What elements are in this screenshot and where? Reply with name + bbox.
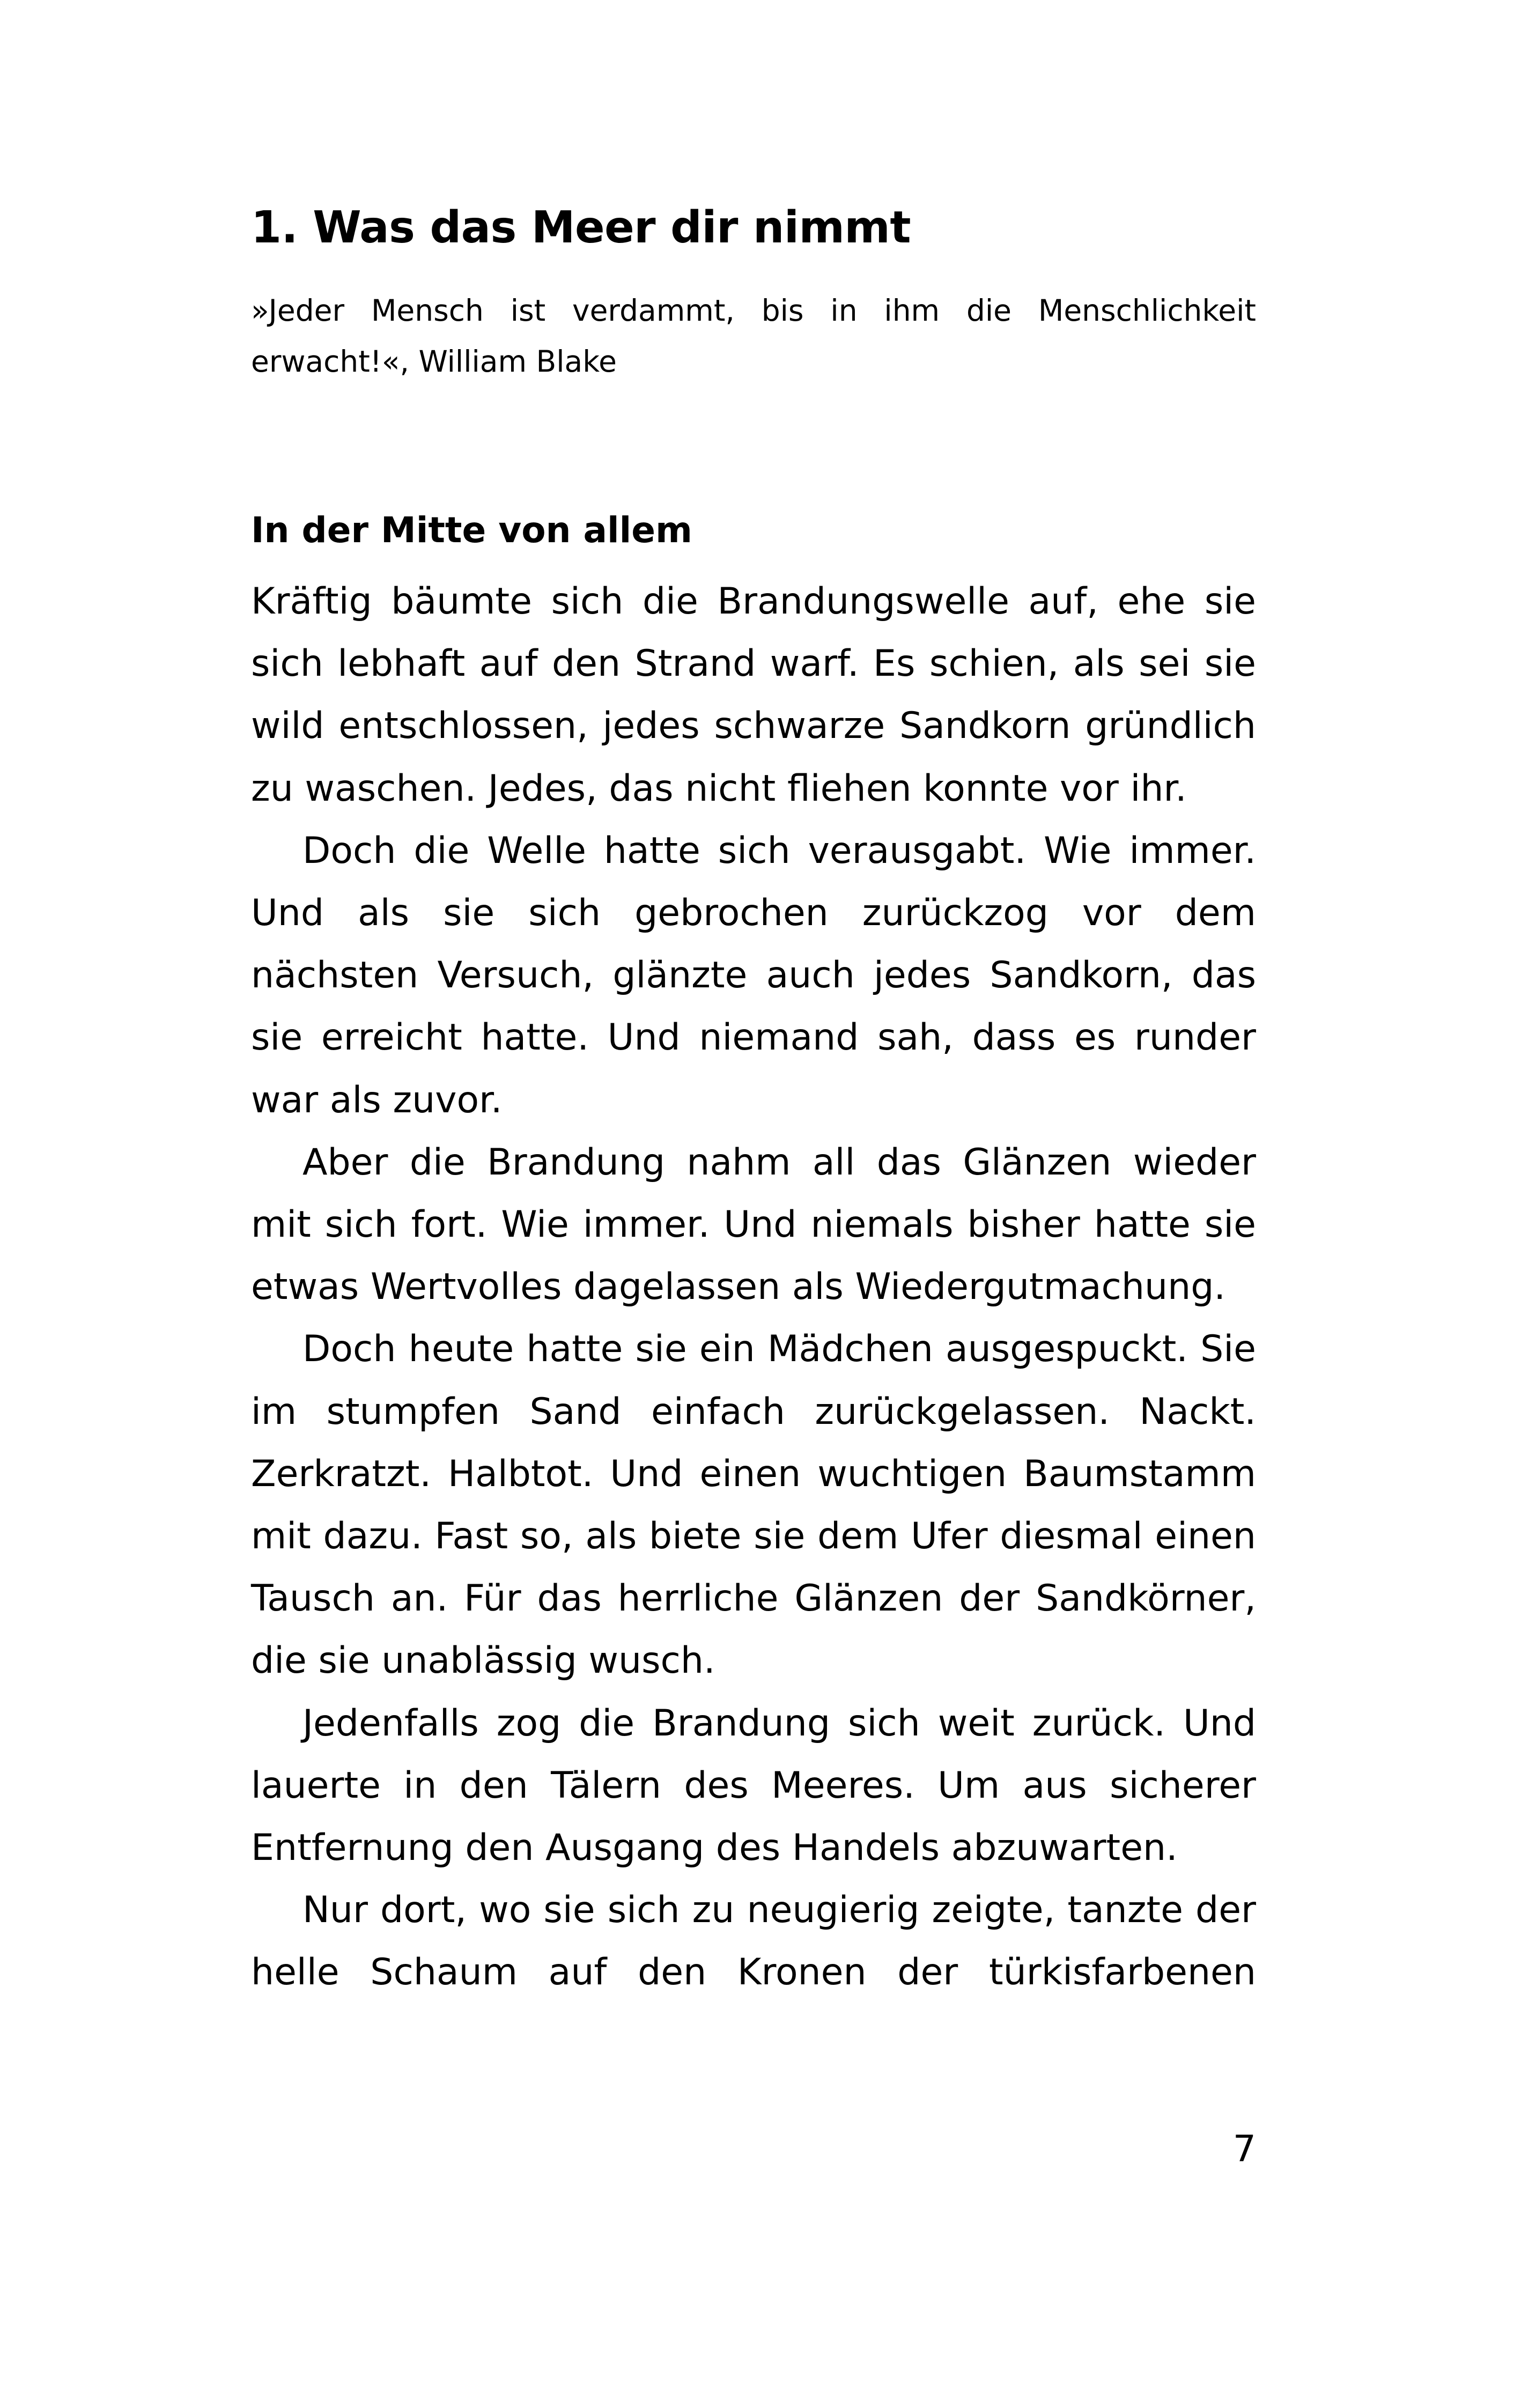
epigraph-quote: »Jeder Mensch ist verdammt, bis in ihm die Menschlichkeit erwacht!«, William Blake: [251, 293, 1256, 379]
chapter-title: 1. Was das Meer dir nimmt: [251, 202, 911, 253]
paragraph-2: Doch die Welle hatte sich verausgabt. Wie immer. Und als sie sich gebrochen zurückzog vor dem nächsten Versuch, glänzte auch jedes Sandkorn, das sie erreicht hatte. Und niemand sah, dass es runder war als zuvor.: [251, 829, 1256, 1121]
page-content: [251, 198, 1256, 2004]
section-heading: In der Mitte von allem: [251, 509, 692, 551]
paragraph-6: Nur dort, wo sie sich zu neugierig zeigte, tanzte der helle Schaum auf den Kronen der türkisfarbenen: [251, 1889, 1256, 1994]
paragraph-1: Kräftig bäumte sich die Brandungswelle auf, ehe sie sich lebhaft auf den Strand warf. Es schien, als sei sie wild entschlossen, jedes schwarze Sandkorn gründlich zu waschen. Jedes, das nicht fliehen konnte vor ihr.: [251, 580, 1256, 810]
body-text: [251, 571, 1256, 2004]
paragraph-4: Doch heute hatte sie ein Mädchen ausgespuckt. Sie im stumpfen Sand einfach zurückgelassen. Nackt. Zerkratzt. Halbtot. Und einen wuchtigen Baumstamm mit dazu. Fast so, als biete sie dem Ufer diesmal einen Tausch an. Für das herrliche Glänzen der Sandkörner, die sie unablässig wusch.: [251, 1328, 1256, 1682]
page-number: 7: [1232, 2128, 1256, 2170]
paragraph-5: Jedenfalls zog die Brandung sich weit zurück. Und lauerte in den Tälern des Meeres. Um aus sicherer Entfernung den Ausgang des Handels abzuwarten.: [251, 1702, 1256, 1870]
paragraph-3: Aber die Brandung nahm all das Glänzen wieder mit sich fort. Wie immer. Und niemals bisher hatte sie etwas Wertvolles dagelassen als Wiedergutmachung.: [251, 1141, 1256, 1309]
